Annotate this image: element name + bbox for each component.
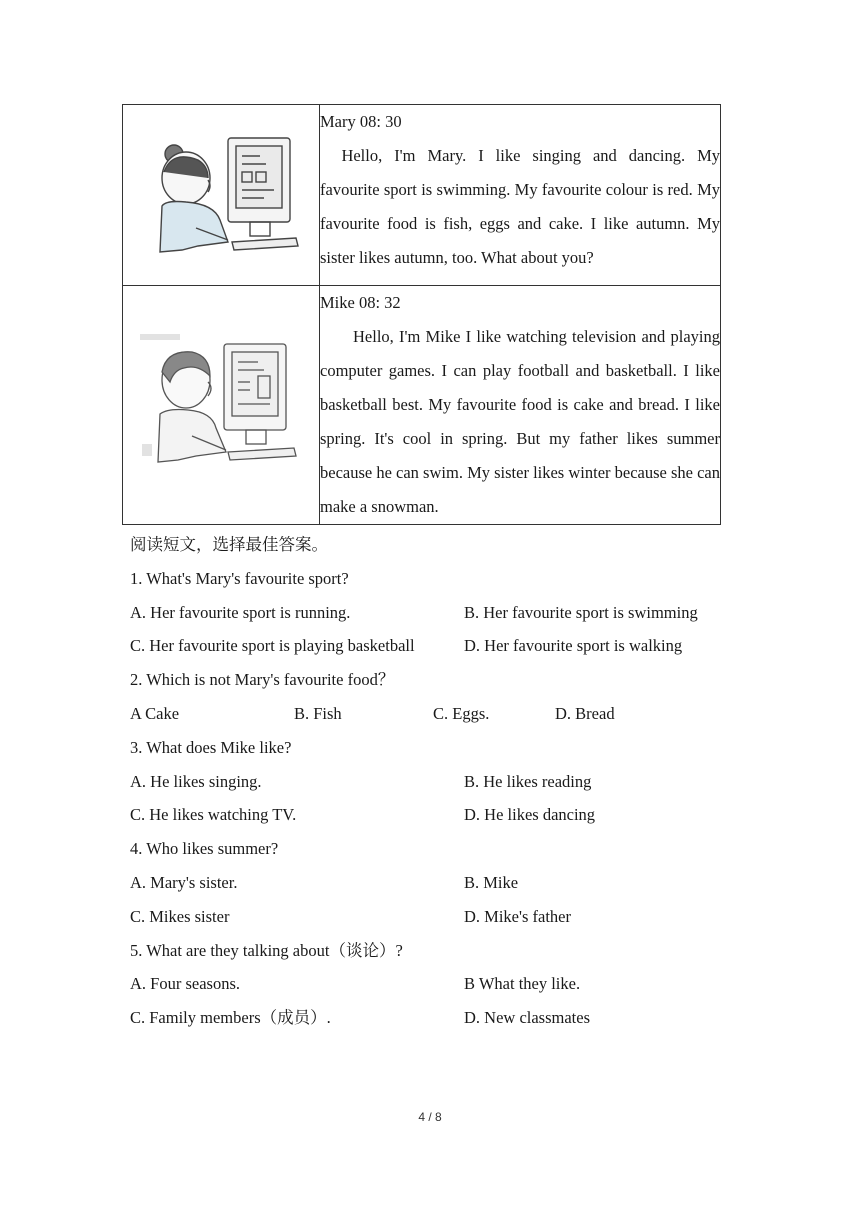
option-row bbox=[130, 866, 730, 900]
option-d[interactable]: D. Bread bbox=[555, 703, 615, 723]
option-row bbox=[130, 1001, 730, 1035]
question-4: 4. Who likes summer? bbox=[130, 839, 279, 859]
option-a[interactable]: A. He likes singing. bbox=[130, 771, 262, 791]
question-1: 1. What's Mary's favourite sport? bbox=[130, 568, 349, 588]
option-row bbox=[130, 900, 730, 934]
option-a[interactable]: A. Four seasons. bbox=[130, 974, 240, 994]
option-d[interactable]: D. New classmates bbox=[464, 1008, 591, 1028]
post-body: Hello, I'm Mary. I like singing and dancing. My favourite sport is swimming. My favourite colour is red. My favourite food is fish, eggs and cake. I like autumn. My sister likes autumn, too. What about you? bbox=[320, 146, 720, 267]
option-a[interactable]: A. Her favourite sport is running. bbox=[130, 602, 351, 622]
option-b[interactable]: B. Her favourite sport is swimming bbox=[464, 602, 698, 622]
question-2: 2. Which is not Mary's favourite food？ bbox=[130, 670, 395, 690]
option-a[interactable]: A Cake bbox=[130, 703, 180, 723]
option-d[interactable]: D. Mike's father bbox=[464, 906, 571, 926]
post-text-cell bbox=[320, 286, 721, 525]
option-d[interactable]: D. Her favourite sport is walking bbox=[464, 636, 683, 656]
option-c[interactable]: C. Eggs. bbox=[433, 703, 490, 723]
instruction-text: 阅读短文，选择最佳答案。 bbox=[130, 535, 328, 554]
option-d[interactable]: D. He likes dancing bbox=[464, 805, 596, 825]
post-row-mary bbox=[123, 105, 721, 286]
page-number: 4 / 8 bbox=[418, 1110, 442, 1124]
option-b[interactable]: B What they like. bbox=[464, 974, 581, 994]
post-header: Mike 08: 32 bbox=[320, 293, 401, 312]
post-image-cell bbox=[123, 105, 320, 286]
question-5: 5. What are they talking about（谈论）? bbox=[130, 940, 403, 960]
post-text-cell bbox=[320, 105, 721, 286]
post-row-mike bbox=[123, 286, 721, 525]
option-b[interactable]: B. Mike bbox=[464, 872, 519, 892]
option-row bbox=[130, 765, 730, 799]
girl-at-computer-icon bbox=[136, 120, 306, 270]
post-body: Hello, I'm Mike I like watching television and playing computer games. I can play football and basketball. I like basketball best. My favourite food is cake and bread. I like spring. It's cool in spring. But my father likes summer because he can swim. My sister likes winter because she can make a snowman. bbox=[320, 327, 720, 516]
option-a[interactable]: A. Mary's sister. bbox=[130, 872, 238, 892]
option-row bbox=[130, 697, 730, 731]
option-b[interactable]: B. Fish bbox=[294, 703, 342, 723]
questions-section bbox=[130, 528, 730, 1035]
option-row bbox=[130, 629, 730, 663]
option-c[interactable]: C. Her favourite sport is playing basketball bbox=[130, 636, 415, 656]
option-c[interactable]: C. He likes watching TV. bbox=[130, 805, 297, 825]
option-row bbox=[130, 798, 730, 832]
post-header: Mary 08: 30 bbox=[320, 112, 402, 131]
option-b[interactable]: B. He likes reading bbox=[464, 771, 592, 791]
boy-at-computer-icon bbox=[136, 324, 306, 484]
post-image-cell bbox=[123, 286, 320, 525]
option-c[interactable]: C. Family members（成员）. bbox=[130, 1008, 331, 1028]
option-row bbox=[130, 596, 730, 630]
chat-posts-table bbox=[122, 104, 721, 525]
option-row bbox=[130, 967, 730, 1001]
question-3: 3. What does Mike like? bbox=[130, 737, 292, 757]
option-c[interactable]: C. Mikes sister bbox=[130, 906, 230, 926]
